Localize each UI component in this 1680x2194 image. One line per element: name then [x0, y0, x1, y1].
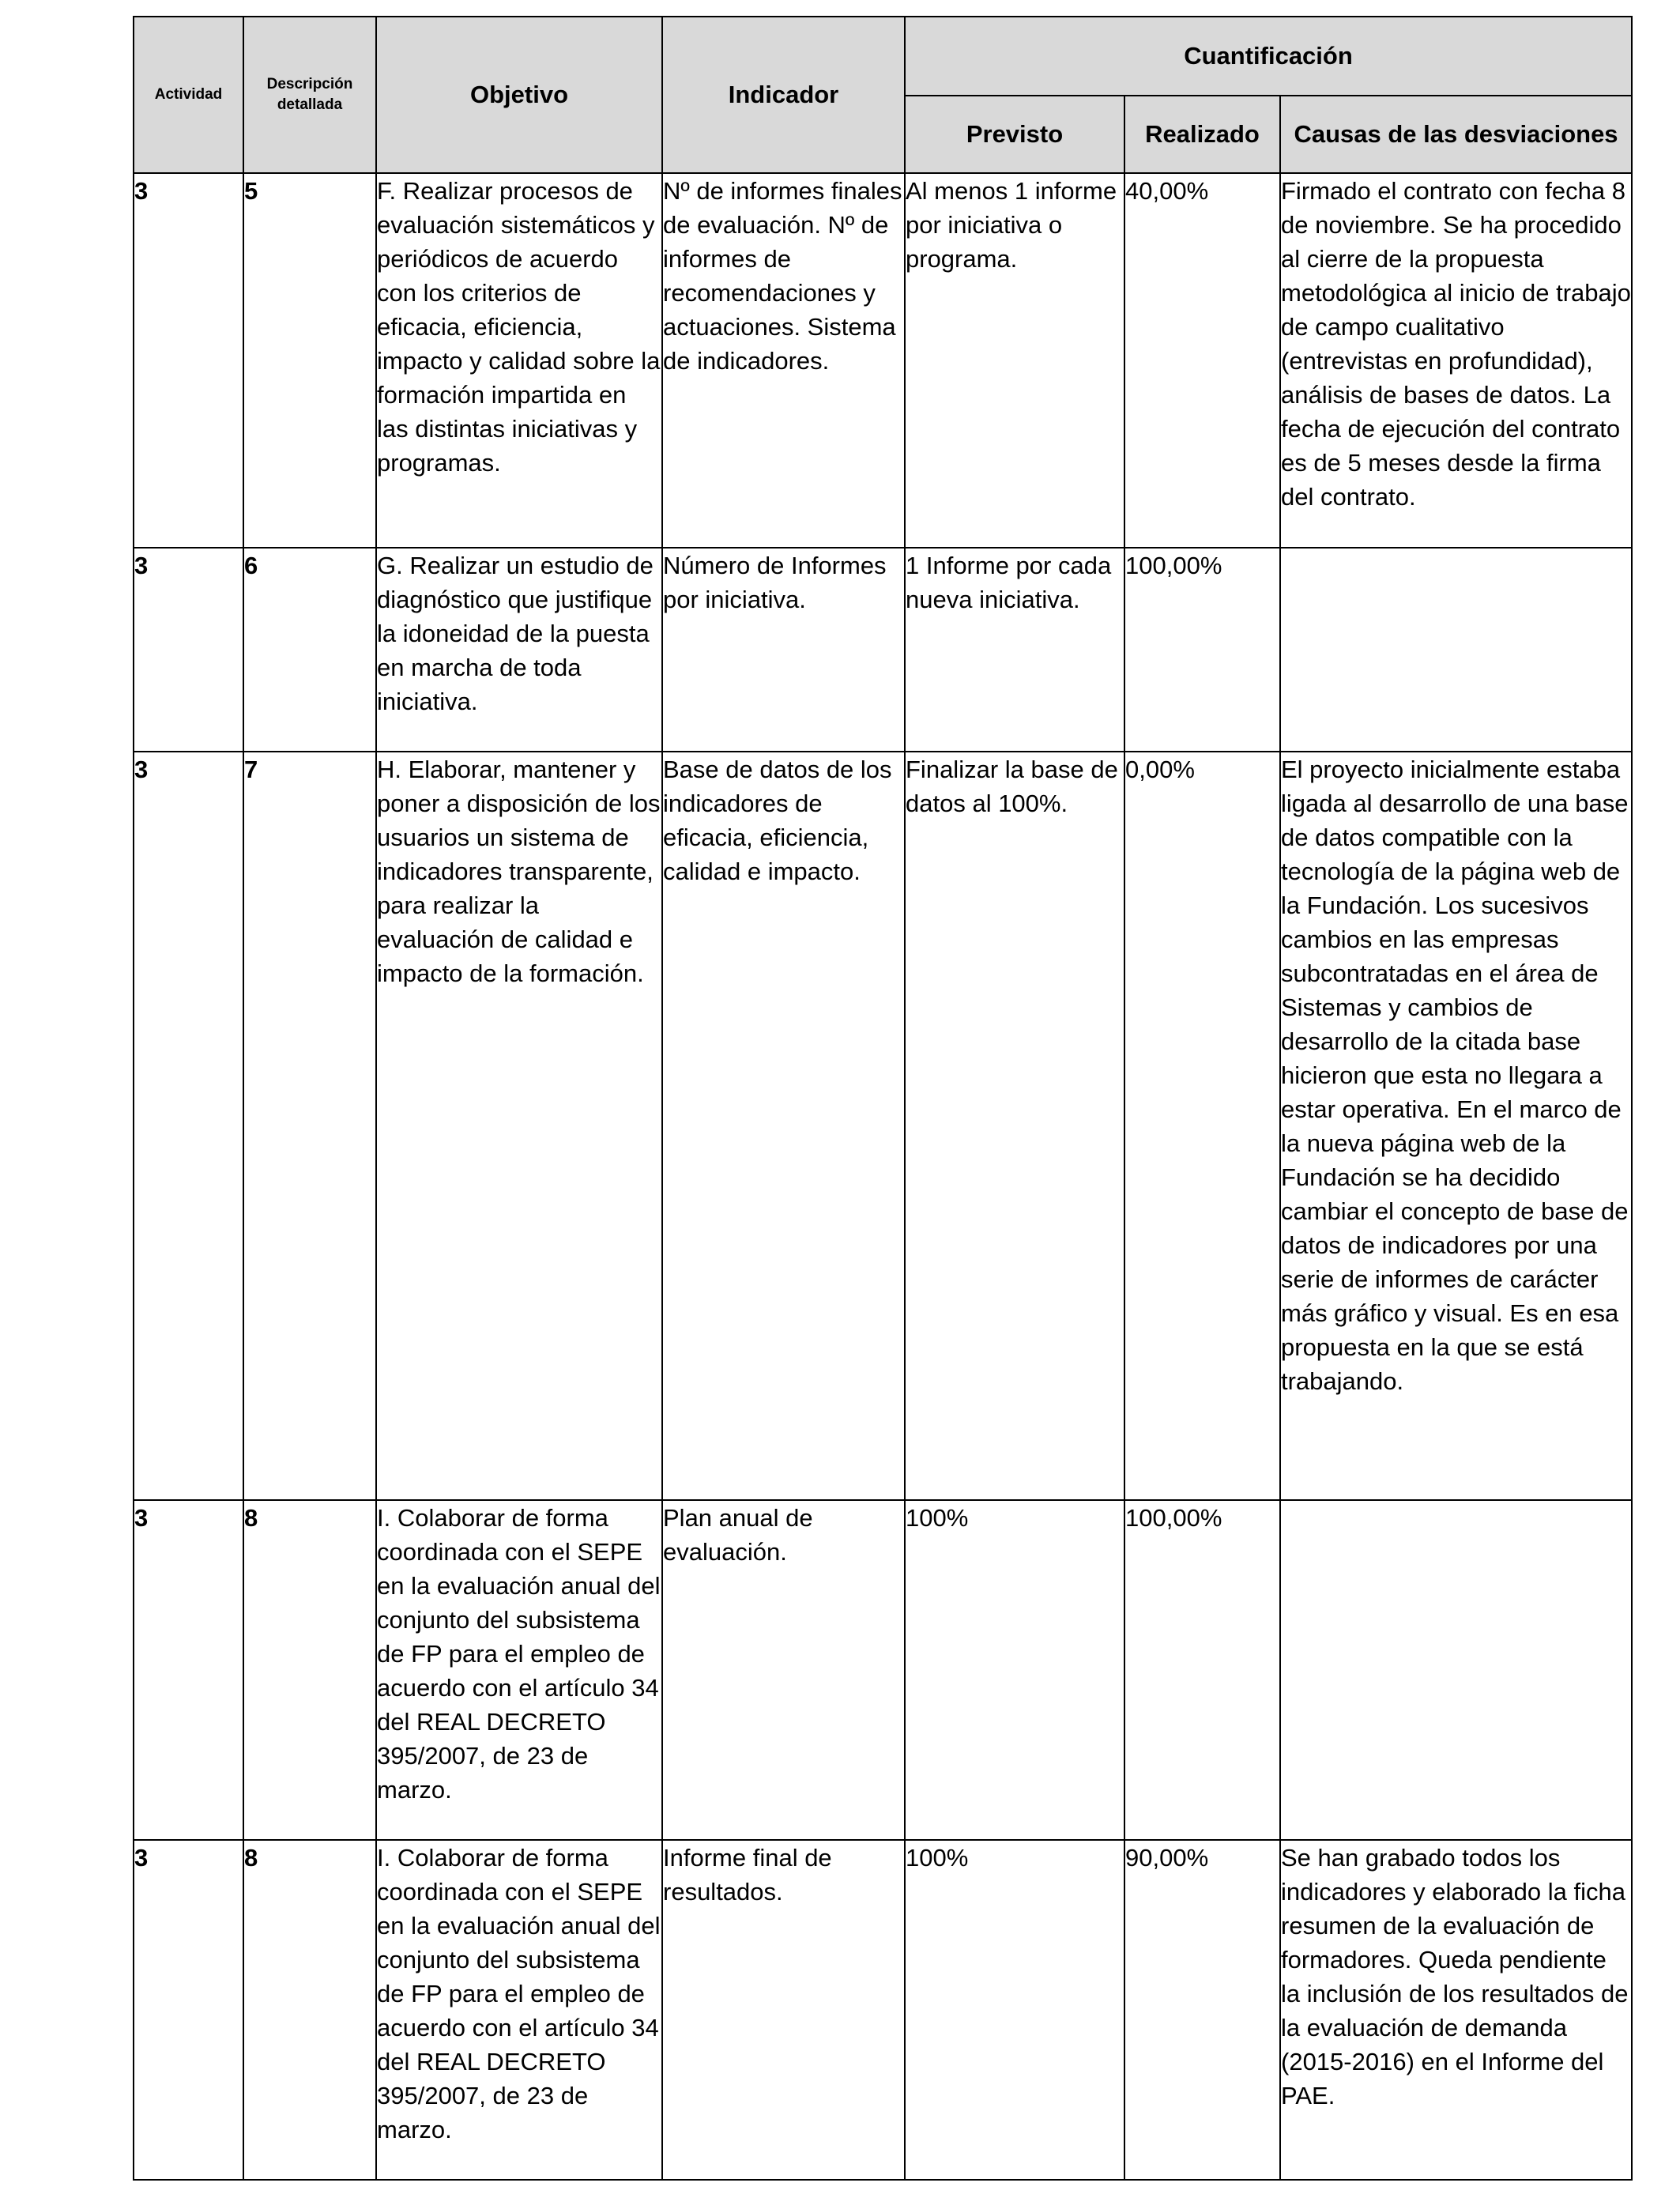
header-causas: Causas de las desviaciones — [1280, 96, 1632, 173]
cell-indicador: Número de Informes por iniciativa. — [662, 548, 905, 752]
cell-descripcion: 5 — [243, 173, 376, 548]
header-cuantificacion: Cuantificación — [905, 17, 1632, 96]
cell-descripcion: 6 — [243, 548, 376, 752]
cell-objetivo: I. Colaborar de forma coordinada con el SEPE en la evaluación anual del conjunto del subsistema de FP para el empleo de acuerdo con el artículo 34 del REAL DECRETO 395/2007, de 23 de marzo. — [376, 1500, 662, 1840]
cell-objetivo: H. Elaborar, mantener y poner a disposición de los usuarios un sistema de indicadores transparente, para realizar la evaluación de calidad e impacto de la formación. — [376, 752, 662, 1500]
evaluation-table — [133, 16, 1633, 2181]
cell-realizado: 90,00% — [1124, 1840, 1280, 2180]
table-header — [134, 17, 1632, 173]
header-realizado: Realizado — [1124, 96, 1280, 173]
cell-descripcion: 8 — [243, 1500, 376, 1840]
table-row — [134, 173, 1632, 548]
cell-realizado: 100,00% — [1124, 548, 1280, 752]
cell-objetivo: G. Realizar un estudio de diagnóstico que justifique la idoneidad de la puesta en marcha de toda iniciativa. — [376, 548, 662, 752]
cell-actividad: 3 — [134, 752, 243, 1500]
cell-realizado: 100,00% — [1124, 1500, 1280, 1840]
cell-realizado: 40,00% — [1124, 173, 1280, 548]
cell-descripcion: 8 — [243, 1840, 376, 2180]
table-row — [134, 548, 1632, 752]
cell-indicador: Base de datos de los indicadores de eficacia, eficiencia, calidad e impacto. — [662, 752, 905, 1500]
cell-causas: Se han grabado todos los indicadores y elaborado la ficha resumen de la evaluación de formadores. Queda pendiente la inclusión de los resultados de la evaluación de demanda (2015-2016) en el Informe del PAE. — [1280, 1840, 1632, 2180]
cell-previsto: 100% — [905, 1500, 1124, 1840]
cell-causas: Firmado el contrato con fecha 8 de noviembre. Se ha procedido al cierre de la propuesta metodológica al inicio de trabajo de campo cualitativo (entrevistas en profundidad), análisis de bases de datos. La fecha de ejecución del contrato es de 5 meses desde la firma del contrato. — [1280, 173, 1632, 548]
header-objetivo: Objetivo — [376, 17, 662, 173]
table-row — [134, 1840, 1632, 2180]
header-descripcion: Descripción detallada — [243, 17, 376, 173]
cell-indicador: Informe final de resultados. — [662, 1840, 905, 2180]
cell-descripcion: 7 — [243, 752, 376, 1500]
header-indicador: Indicador — [662, 17, 905, 173]
header-actividad: Actividad — [134, 17, 243, 173]
cell-previsto: Al menos 1 informe por iniciativa o programa. — [905, 173, 1124, 548]
cell-objetivo: F. Realizar procesos de evaluación sistemáticos y periódicos de acuerdo con los criterios de eficacia, eficiencia, impacto y calidad sobre la formación impartida en las distintas iniciativas y programas. — [376, 173, 662, 548]
table-row — [134, 752, 1632, 1500]
cell-realizado: 0,00% — [1124, 752, 1280, 1500]
table-row — [134, 1500, 1632, 1840]
cell-previsto: Finalizar la base de datos al 100%. — [905, 752, 1124, 1500]
cell-indicador: Nº de informes finales de evaluación. Nº de informes de recomendaciones y actuaciones. Sistema de indicadores. — [662, 173, 905, 548]
cell-actividad: 3 — [134, 1500, 243, 1840]
cell-indicador: Plan anual de evaluación. — [662, 1500, 905, 1840]
cell-causas — [1280, 548, 1632, 752]
cell-actividad: 3 — [134, 173, 243, 548]
cell-previsto: 1 Informe por cada nueva iniciativa. — [905, 548, 1124, 752]
cell-previsto: 100% — [905, 1840, 1124, 2180]
header-previsto: Previsto — [905, 96, 1124, 173]
cell-actividad: 3 — [134, 548, 243, 752]
cell-causas: El proyecto inicialmente estaba ligada al desarrollo de una base de datos compatible con la tecnología de la página web de la Fundación. Los sucesivos cambios en las empresas subcontratadas en el área de Sistemas y cambios de desarrollo de la citada base hicieron que esta no llegara a estar operativa. En el marco de la nueva página web de la Fundación se ha decidido cambiar el concepto de base de datos de indicadores por una serie de informes de carácter más gráfico y visual. Es en esa propuesta en la que se está trabajando. — [1280, 752, 1632, 1500]
cell-actividad: 3 — [134, 1840, 243, 2180]
cell-causas — [1280, 1500, 1632, 1840]
cell-objetivo: I. Colaborar de forma coordinada con el SEPE en la evaluación anual del conjunto del subsistema de FP para el empleo de acuerdo con el artículo 34 del REAL DECRETO 395/2007, de 23 de marzo. — [376, 1840, 662, 2180]
